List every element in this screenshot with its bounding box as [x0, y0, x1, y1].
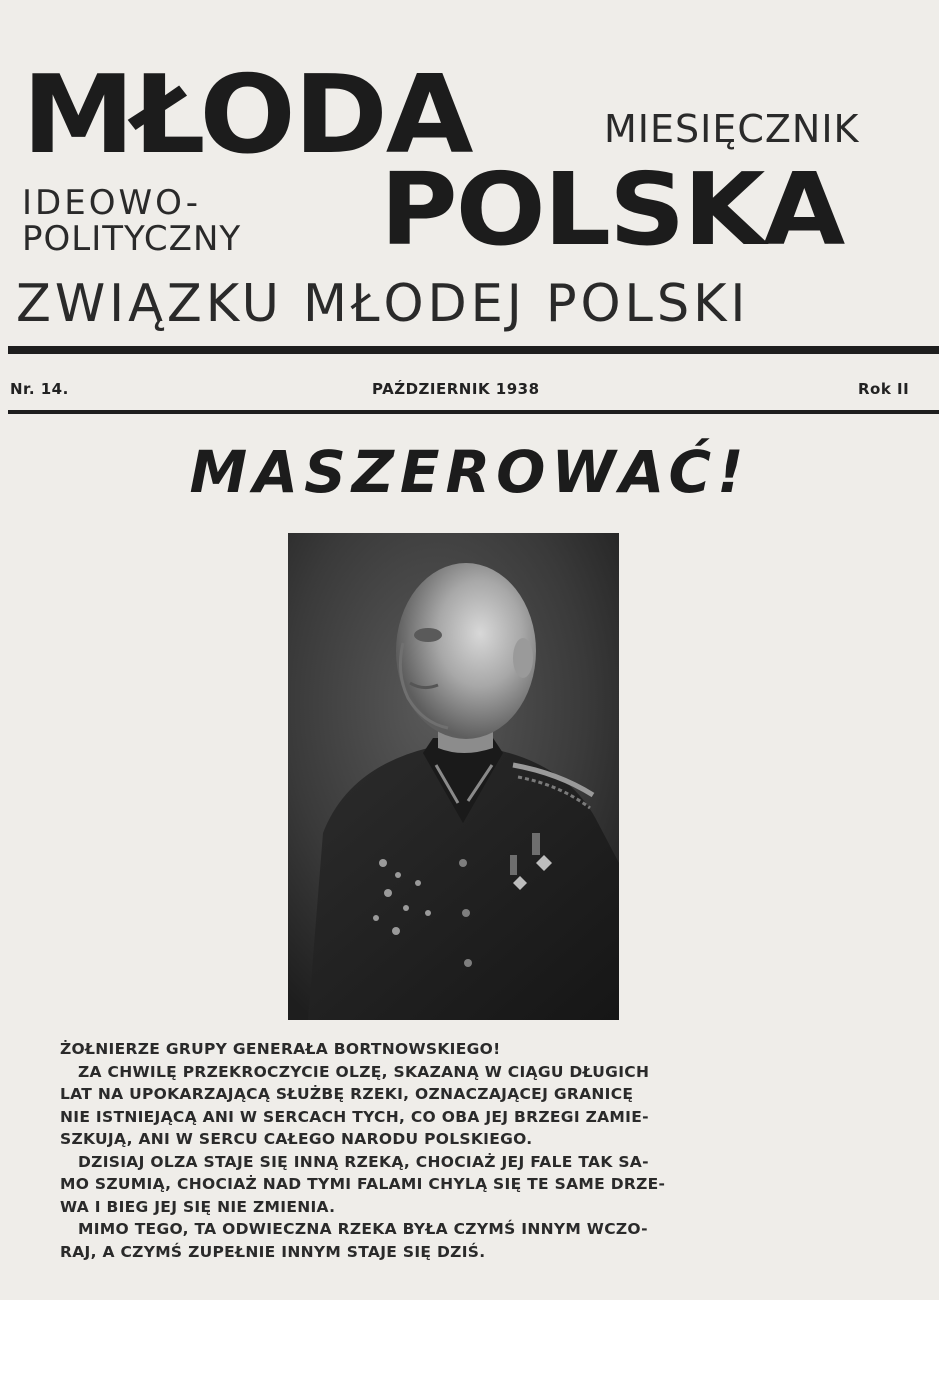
article-line: SZKUJĄ, ANI W SERCU CAŁEGO NARODU POLSKIEGO.: [60, 1130, 533, 1148]
article-line: WA I BIEG JEJ SIĘ NIE ZMIENIA.: [60, 1197, 336, 1216]
masthead-ideowo: IDEOWO-: [22, 183, 202, 223]
article-line: ZA CHWILĘ PRZEKROCZYCIE OLZĘ, SKAZANĄ W CIĄGU DŁUGICH: [78, 1062, 650, 1081]
masthead-rule-bottom: [8, 410, 939, 414]
article-line: DZISIAJ OLZA STAJE SIĘ INNĄ RZEKĄ, CHOCIAŻ JEJ FALE TAK SA-: [78, 1152, 649, 1171]
masthead-title-line1: MŁODA: [22, 53, 472, 178]
masthead-miesiecznik: MIESIĘCZNIK: [604, 107, 860, 151]
article-line: ŻOŁNIERZE GRUPY GENERAŁA BORTNOWSKIEGO!: [60, 1040, 501, 1058]
issue-date: PAŹDZIERNIK 1938: [372, 380, 540, 398]
article-line: RAJ, A CZYMŚ ZUPEŁNIE INNYM STAJE SIĘ DZIŚ.: [60, 1242, 486, 1261]
general-portrait-photo: [288, 533, 619, 1020]
article-line: LAT NA UPOKARZAJĄCĄ SŁUŻBĘ RZEKI, OZNACZAJĄCEJ GRANICĘ: [60, 1085, 634, 1103]
article-line: MIMO TEGO, TA ODWIECZNA RZEKA BYŁA CZYMŚ INNYM WCZO-: [78, 1220, 648, 1238]
masthead-rule-top: [8, 346, 939, 354]
headline: MASZEROWAĆ!: [189, 438, 750, 506]
masthead-title-line2: POLSKA: [380, 151, 844, 268]
masthead-polityczny: POLITYCZNY: [22, 219, 242, 259]
article-body: [60, 1038, 900, 1263]
issue-number: Nr. 14.: [10, 380, 69, 398]
issue-year: Rok II: [858, 380, 910, 398]
article-line: NIE ISTNIEJĄCĄ ANI W SERCACH TYCH, CO OBA JEJ BRZEGI ZAMIE-: [60, 1107, 649, 1126]
article-line: MO SZUMIĄ, CHOCIAŻ NAD TYMI FALAMI CHYLĄ SIĘ TE SAME DRZE-: [60, 1175, 666, 1193]
masthead-publisher: ZWIĄZKU MŁODEJ POLSKI: [16, 274, 750, 334]
